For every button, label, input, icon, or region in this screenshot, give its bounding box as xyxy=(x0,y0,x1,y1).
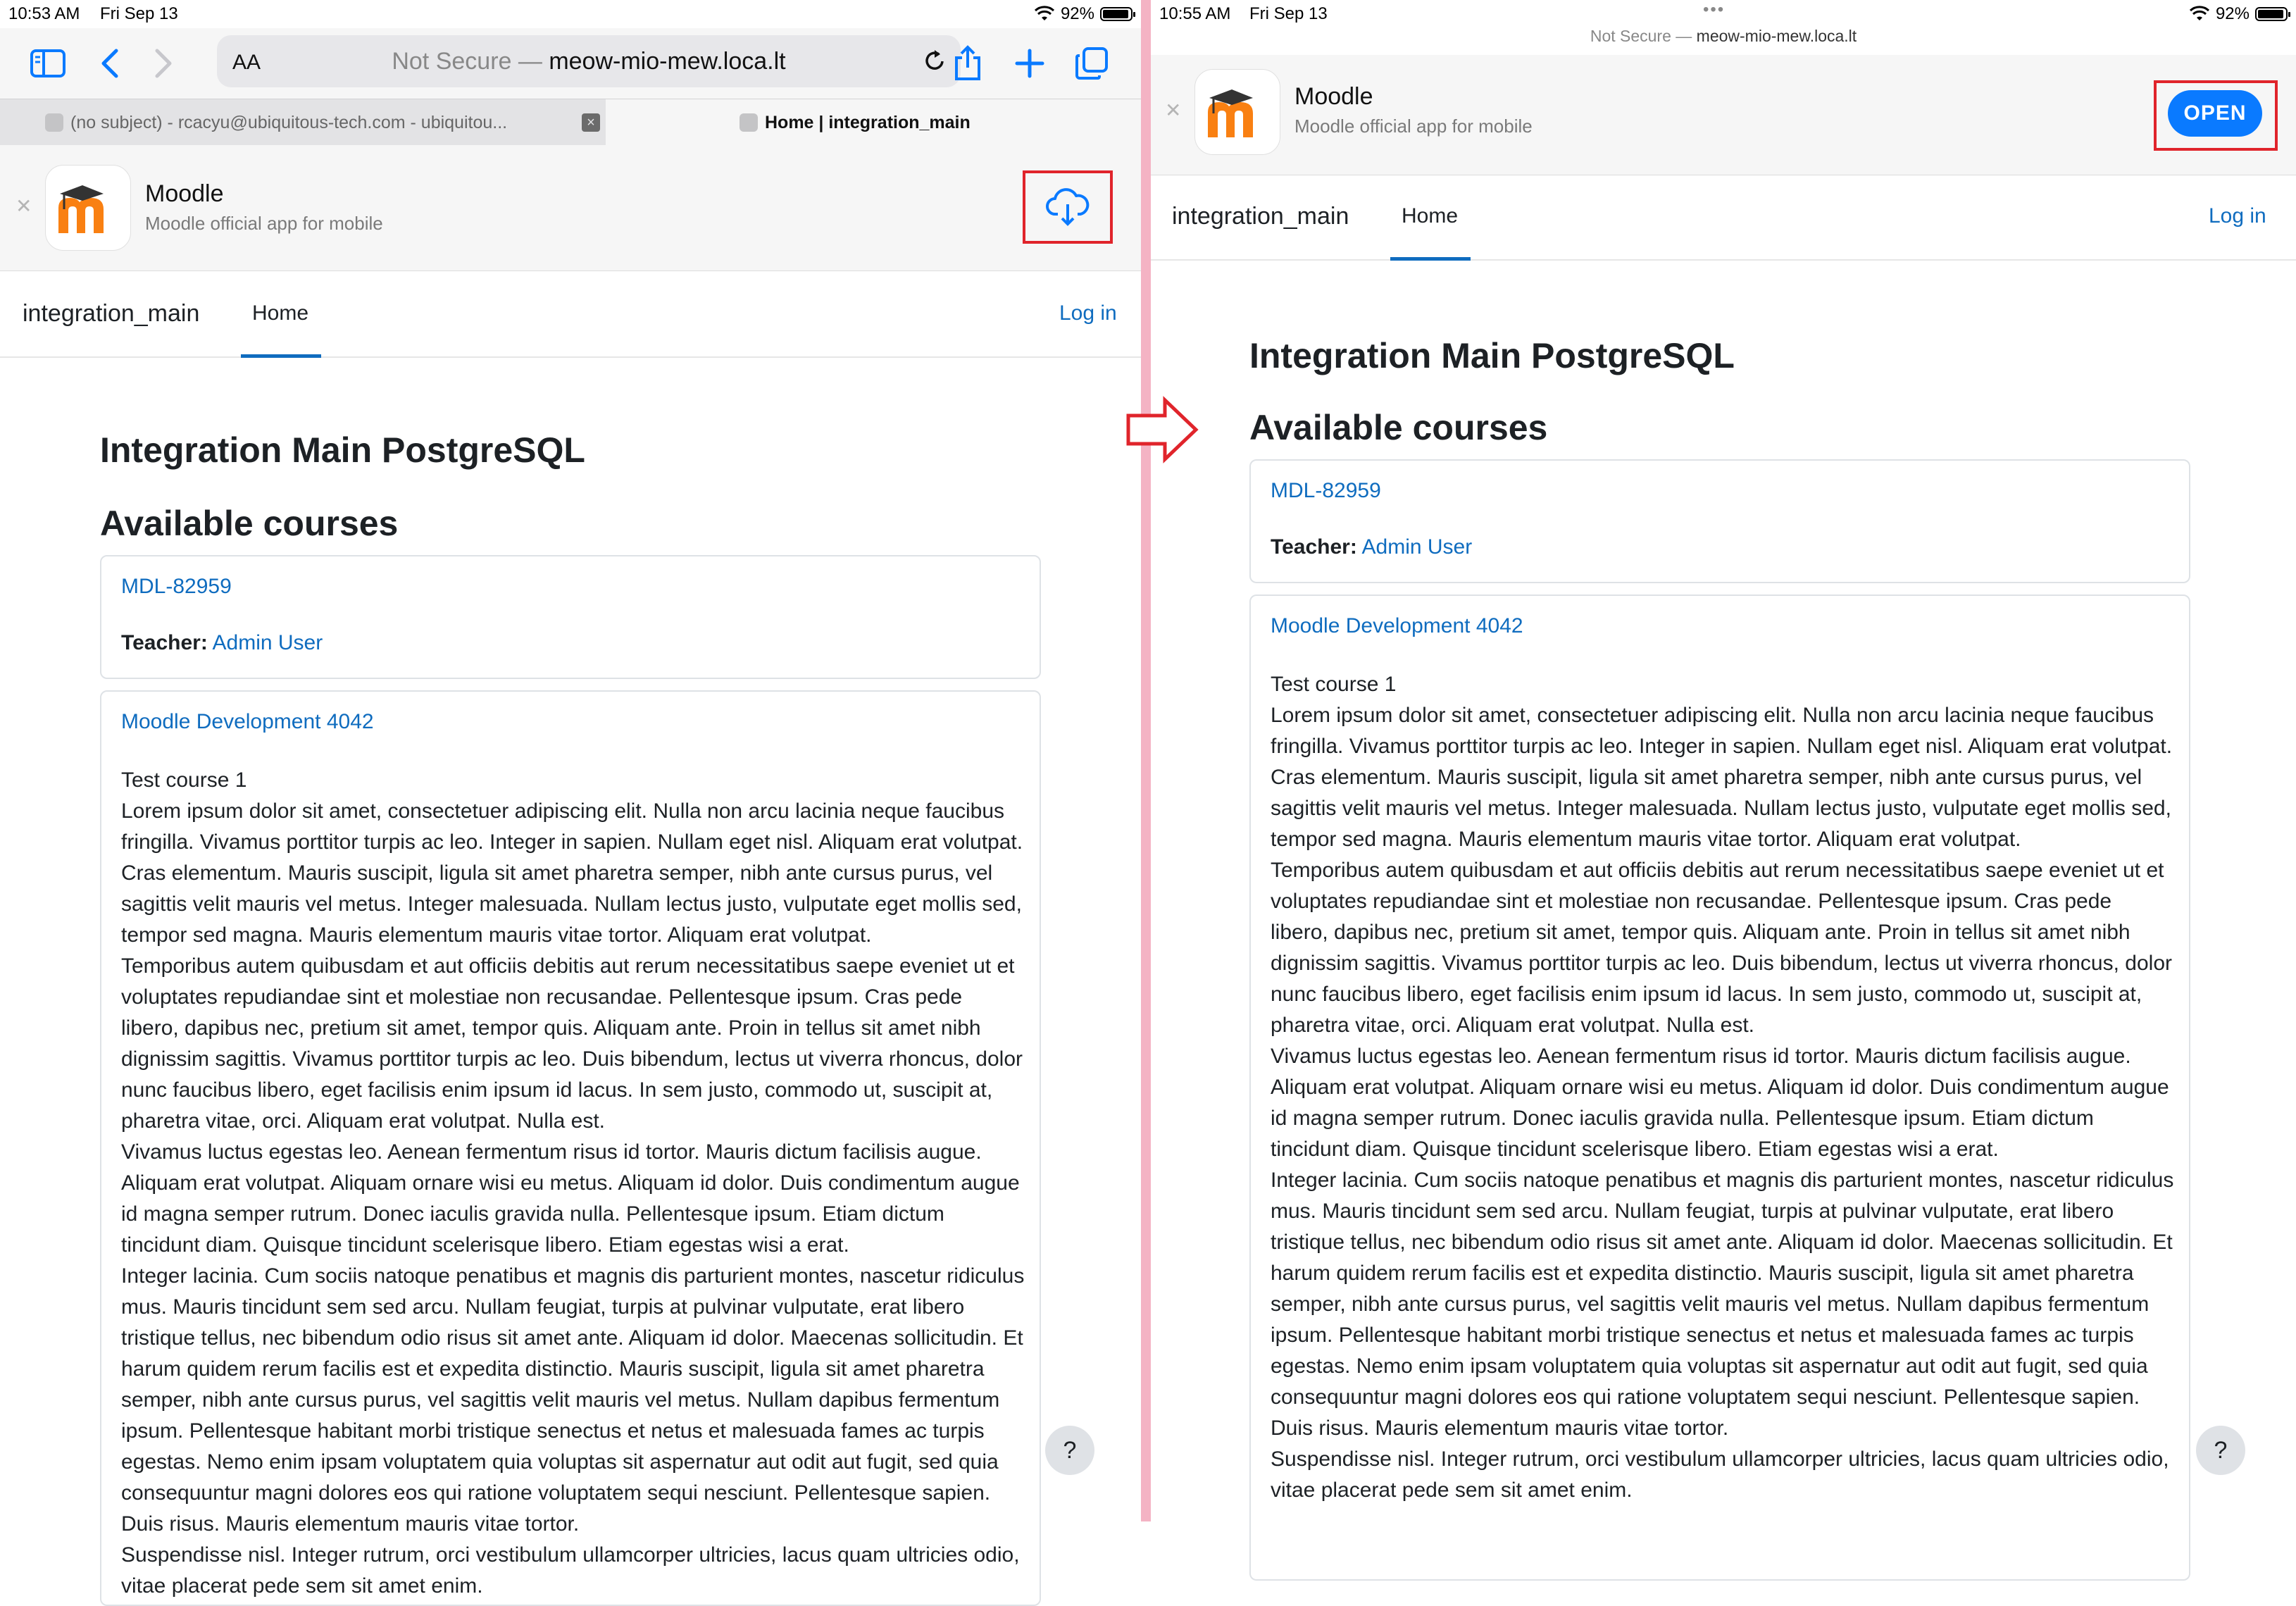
tab-home-integration[interactable]: Home | integration_main xyxy=(606,99,1141,146)
page-title: Integration Main PostgreSQL xyxy=(100,430,585,470)
course-card xyxy=(1249,595,2190,1581)
course-link[interactable]: MDL-82959 xyxy=(1271,479,1381,502)
course-link[interactable]: Moodle Development 4042 xyxy=(121,710,374,733)
more-dots-icon[interactable]: ••• xyxy=(1703,0,1726,19)
app-name: Moodle xyxy=(145,180,224,207)
browser-toolbar xyxy=(0,28,1141,99)
moodle-app-icon xyxy=(45,165,131,251)
site-name[interactable]: integration_main xyxy=(1172,203,1349,230)
course-teacher: Teacher: Admin User xyxy=(1271,535,1473,559)
battery-icon xyxy=(1100,7,1133,21)
course-link[interactable]: Moodle Development 4042 xyxy=(1271,614,1523,637)
smart-app-banner xyxy=(1151,55,2296,175)
status-date: Fri Sep 13 xyxy=(1249,4,1328,23)
arrow-right-icon xyxy=(1125,396,1200,463)
open-app-button[interactable]: OPEN xyxy=(2168,90,2262,137)
status-bar xyxy=(1151,0,2296,28)
app-subtitle: Moodle official app for mobile xyxy=(1294,116,1533,137)
smart-app-banner xyxy=(0,145,1141,271)
teacher-link[interactable]: Admin User xyxy=(212,631,323,654)
forward-icon[interactable] xyxy=(142,42,185,85)
status-time: 10:55 AM xyxy=(1159,4,1231,23)
active-tab-indicator xyxy=(1390,257,1471,261)
back-icon[interactable] xyxy=(89,42,131,85)
status-time: 10:53 AM xyxy=(8,4,80,23)
sidebar-icon[interactable] xyxy=(27,42,69,85)
site-name[interactable]: integration_main xyxy=(23,300,200,327)
battery-icon xyxy=(2255,7,2288,21)
course-card xyxy=(1249,459,2190,583)
app-subtitle: Moodle official app for mobile xyxy=(145,213,383,234)
reader-aa-button[interactable]: AA xyxy=(232,51,261,74)
course-card xyxy=(100,555,1041,679)
login-link[interactable]: Log in xyxy=(2209,204,2266,228)
course-teacher: Teacher: Admin User xyxy=(121,631,323,654)
right-screenshot xyxy=(1151,0,2296,1521)
page-title: Integration Main PostgreSQL xyxy=(1249,336,1735,375)
course-summary: Test course 1 Lorem ipsum dolor sit amet, consectetuer adipiscing elit. Nulla non arcu lacinia neque faucibus fringilla. Vivamus porttitor turpis ac leo. Integer in sapien. Nullam eget nisl. Aliquam erat volutpat. Cras elementum. Mauris suscipit, ligula sit amet pharetra semper, nibh ante cursus purus, vel sagittis velit mauris vel metus. Integer malesuada. Nullam lectus justo, vulputate eget mollis sed, tempor sed magna. Mauris elementum mauris vitae tortor. Aliquam erat volutpat. Temporibus autem quibusdam et aut officiis debitis aut rerum necessitatibus saepe eveniet ut et voluptates repudiandae sint et molestiae non recusandae. Pellentesque ipsum. Cras pede libero, dapibus nec, pretium sit amet, tempor quis. Aliquam ante. Proin in tellus sit amet nibh dignissim sagittis. Vivamus porttitor turpis ac leo. Duis bibendum, lectus ut viverra rhoncus, dolor nunc faucibus libero, eget facilisis enim ipsum id lacus. In sem justo, commodo ut, suscipit at, pharetra vitae, orci. Aliquam erat volutpat. Nulla est. Vivamus luctus egestas leo. Aenean fermentum risus id tortor. Mauris dictum facilisis augue. Aliquam erat volutpat. Aliquam ornare wisi eu metus. Aliquam id dolor. Duis condimentum augue id magna semper rutrum. Donec iaculis gravida nulla. Pellentesque ipsum. Etiam dictum tincidunt diam. Quisque tincidunt scelerisque libero. Etiam egestas wisi a erat. Integer lacinia. Cum sociis natoque penatibus et magnis dis parturient montes, nascetur ridiculus mus. Mauris tincidunt sem sed arcu. Nullam feugiat, turpis at pulvinar vulputate, erat libero tristique tellus, nec bibendum odio risus sit amet ante. Aliquam id dolor. Maecenas sollicitudin. Et harum quidem rerum facilis est et expedita distinctio. Mauris suscipit, ligula sit amet pharetra semper, nibh ante cursus purus, vel sagittis velit mauris vel metus. Nullam dapibus fermentum ipsum. Pellentesque habitant morbi tristique senectus et netus et malesuada fames ac turpis egestas. Nemo enim ipsam voluptatem quia voluptas sit aspernatur aut odit aut fugit, sed quia consequuntur magni dolores eos qui ratione voluptatem sequi nesciunt. Pellentesque sapien. Duis risus. Mauris elementum mauris vitae tortor. Suspendisse nisl. Integer rutrum, orci vestibulum ullamcorper ultricies, lacus quam ultricies odio, vitae placerat pede sem sit amet enim. xyxy=(121,768,1025,1598)
left-screenshot xyxy=(0,0,1141,1598)
cloud-download-icon[interactable] xyxy=(1045,186,1090,232)
address-bar[interactable] xyxy=(217,35,961,87)
available-courses-heading: Available courses xyxy=(100,504,399,543)
active-tab-indicator xyxy=(241,354,321,358)
url-text: Not Secure — meow-mio-mew.loca.lt xyxy=(392,48,786,75)
tab-favicon xyxy=(740,113,758,132)
moodle-app-icon xyxy=(1194,69,1280,155)
close-banner-icon[interactable]: ✕ xyxy=(15,195,32,217)
app-name: Moodle xyxy=(1294,83,1373,110)
available-courses-heading: Available courses xyxy=(1249,408,1548,447)
tabs-overview-icon[interactable] xyxy=(1071,42,1113,85)
panel-divider xyxy=(1141,0,1151,1521)
share-icon[interactable] xyxy=(947,42,989,85)
wifi-icon xyxy=(2189,6,2210,22)
tab-bar xyxy=(0,99,1141,147)
status-date: Fri Sep 13 xyxy=(100,4,178,23)
nav-home[interactable]: Home xyxy=(252,301,309,325)
help-button[interactable]: ? xyxy=(1045,1426,1094,1475)
tab-gmail[interactable]: (no subject) - rcacyu@ubiquitous-tech.com - ubiquitou... xyxy=(45,99,559,146)
moodle-navbar xyxy=(0,273,1141,358)
course-link[interactable]: MDL-82959 xyxy=(121,575,232,598)
battery-percent: 92% xyxy=(2215,4,2250,23)
course-summary: Test course 1 Lorem ipsum dolor sit amet, consectetuer adipiscing elit. Nulla non arcu lacinia neque faucibus fringilla. Vivamus porttitor turpis ac leo. Integer in sapien. Nullam eget nisl. Aliquam erat volutpat. Cras elementum. Mauris suscipit, ligula sit amet pharetra semper, nibh ante cursus purus, vel sagittis velit mauris vel metus. Integer malesuada. Nullam lectus justo, vulputate eget mollis sed, tempor sed magna. Mauris elementum mauris vitae tortor. Aliquam erat volutpat. Temporibus autem quibusdam et aut officiis debitis aut rerum necessitatibus saepe eveniet ut et voluptates repudiandae sint et molestiae non recusandae. Pellentesque ipsum. Cras pede libero, dapibus nec, pretium sit amet, tempor quis. Aliquam ante. Proin in tellus sit amet nibh dignissim sagittis. Vivamus porttitor turpis ac leo. Duis bibendum, lectus ut viverra rhoncus, dolor nunc faucibus libero, eget facilisis enim ipsum id lacus. In sem justo, commodo ut, suscipit at, pharetra vitae, orci. Aliquam erat volutpat. Nulla est. Vivamus luctus egestas leo. Aenean fermentum risus id tortor. Mauris dictum facilisis augue. Aliquam erat volutpat. Aliquam ornare wisi eu metus. Aliquam id dolor. Duis condimentum augue id magna semper rutrum. Donec iaculis gravida nulla. Pellentesque ipsum. Etiam dictum tincidunt diam. Quisque tincidunt scelerisque libero. Etiam egestas wisi a erat. Integer lacinia. Cum sociis natoque penatibus et magnis dis parturient montes, nascetur ridiculus mus. Mauris tincidunt sem sed arcu. Nullam feugiat, turpis at pulvinar vulputate, erat libero tristique tellus, nec bibendum odio risus sit amet ante. Aliquam id dolor. Maecenas sollicitudin. Et harum quidem rerum facilis est et expedita distinctio. Mauris suscipit, ligula sit amet pharetra semper, nibh ante cursus purus, vel sagittis velit mauris vel metus. Nullam dapibus fermentum ipsum. Pellentesque habitant morbi tristique senectus et netus et malesuada fames ac turpis egestas. Nemo enim ipsam voluptatem quia voluptas sit aspernatur aut odit aut fugit, sed quia consequuntur magni dolores eos qui ratione voluptatem sequi nesciunt. Pellentesque sapien. Duis risus. Mauris elementum mauris vitae tortor. Suspendisse nisl. Integer rutrum, orci vestibulum ullamcorper ultricies, lacus quam ultricies odio, vitae placerat pede sem sit amet enim. xyxy=(1271,673,2174,1502)
close-tab-icon[interactable]: × xyxy=(582,113,600,132)
new-tab-icon[interactable] xyxy=(1009,42,1051,85)
nav-home[interactable]: Home xyxy=(1402,204,1459,228)
battery-percent: 92% xyxy=(1060,4,1094,23)
tab-favicon xyxy=(45,113,63,132)
wifi-icon xyxy=(1034,6,1055,22)
close-banner-icon[interactable]: ✕ xyxy=(1165,99,1182,121)
compact-url[interactable]: Not Secure — meow-mio-mew.loca.lt xyxy=(1590,27,1857,45)
help-button[interactable]: ? xyxy=(2196,1426,2245,1475)
teacher-link[interactable]: Admin User xyxy=(1361,535,1473,559)
moodle-navbar xyxy=(1151,176,2296,261)
status-bar xyxy=(0,0,1141,28)
course-card xyxy=(100,690,1041,1606)
login-link[interactable]: Log in xyxy=(1059,301,1117,325)
